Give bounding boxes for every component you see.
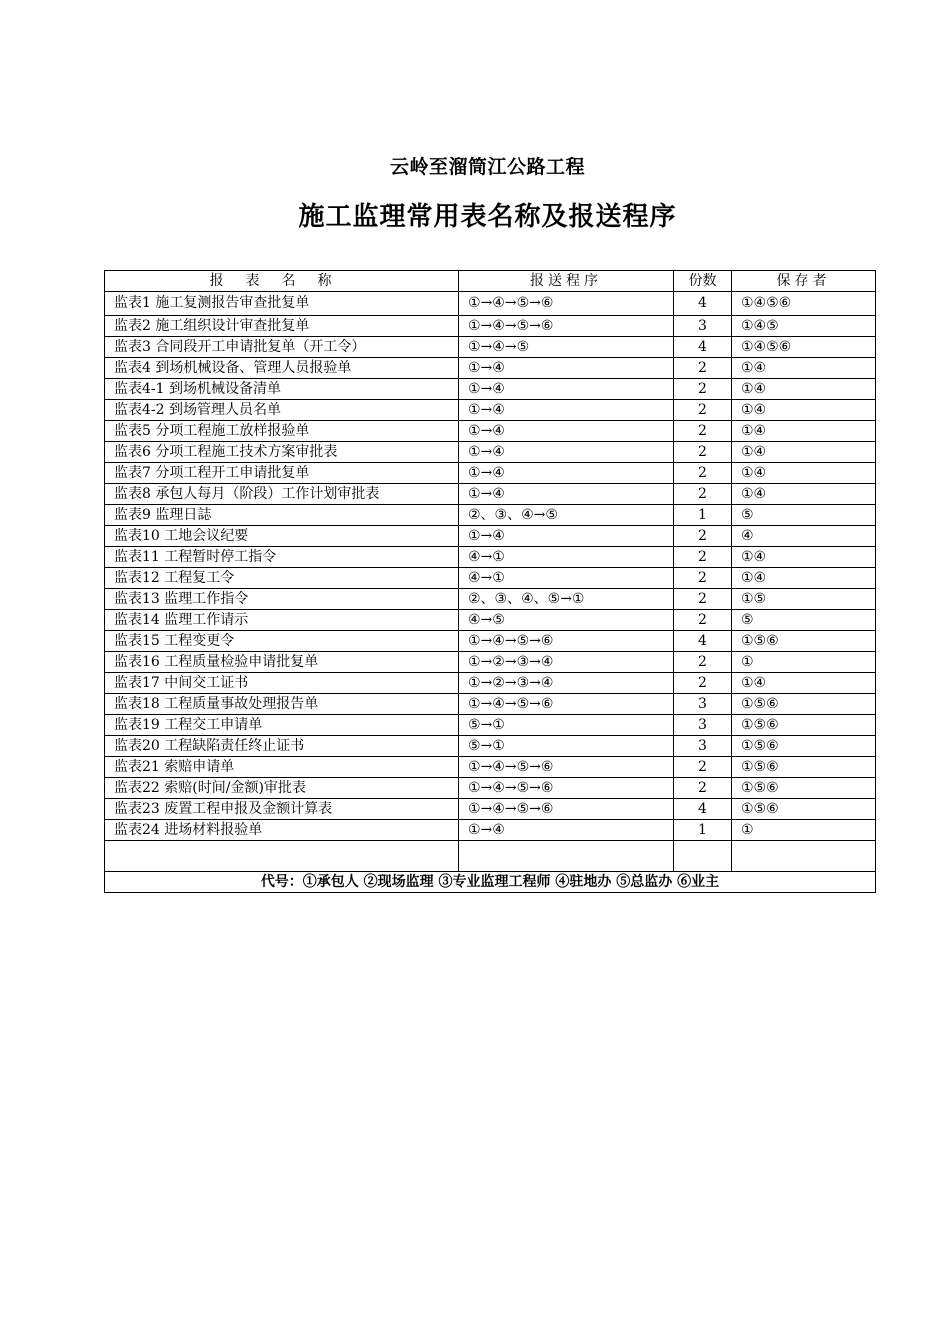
table-row xyxy=(105,379,876,400)
procedure-cell: ②、③、④、⑤→① xyxy=(459,589,674,610)
keeper-cell: ① xyxy=(732,652,876,673)
keeper-cell: ①⑤⑥ xyxy=(732,757,876,778)
table-row xyxy=(105,736,876,757)
forms-table xyxy=(104,270,876,893)
table-row xyxy=(105,694,876,715)
procedure-cell: ②、③、④→⑤ xyxy=(459,505,674,526)
procedure-cell: ①→④→⑤→⑥ xyxy=(459,757,674,778)
form-name-cell: 监表20 工程缺陷责任终止证书 xyxy=(105,736,459,757)
form-name-cell: 监表15 工程变更令 xyxy=(105,631,459,652)
keeper-cell: ①④ xyxy=(732,421,876,442)
keeper-cell: ①④ xyxy=(732,463,876,484)
table-row xyxy=(105,589,876,610)
table-row xyxy=(105,316,876,337)
procedure-cell: ①→④ xyxy=(459,358,674,379)
keeper-cell: ① xyxy=(732,820,876,841)
project-name: 云岭至溜筒江公路工程 xyxy=(389,156,585,178)
copies-cell: 2 xyxy=(674,547,732,568)
table-row xyxy=(105,292,876,316)
copies-cell: 2 xyxy=(674,442,732,463)
keeper-cell: ①⑤⑥ xyxy=(732,715,876,736)
procedure-cell: ④→① xyxy=(459,547,674,568)
copies-cell: 1 xyxy=(674,820,732,841)
procedure-cell: ①→②→③→④ xyxy=(459,673,674,694)
table-row xyxy=(105,778,876,799)
procedure-cell: ①→④ xyxy=(459,484,674,505)
document-title: 施工监理常用表名称及报送程序 xyxy=(298,202,677,232)
copies-cell: 2 xyxy=(674,673,732,694)
form-name-cell: 监表14 监理工作请示 xyxy=(105,610,459,631)
form-name-cell: 监表12 工程复工令 xyxy=(105,568,459,589)
keeper-cell: ①④ xyxy=(732,400,876,421)
table-row xyxy=(105,820,876,841)
copies-cell: 2 xyxy=(674,421,732,442)
copies-cell: 2 xyxy=(674,778,732,799)
form-name-cell: 监表19 工程交工申请单 xyxy=(105,715,459,736)
keeper-cell: ①④ xyxy=(732,568,876,589)
copies-cell: 2 xyxy=(674,379,732,400)
copies-cell: 2 xyxy=(674,463,732,484)
table-row xyxy=(105,547,876,568)
table-row xyxy=(105,715,876,736)
form-name-cell: 监表9 监理日誌 xyxy=(105,505,459,526)
table-row xyxy=(105,505,876,526)
form-name-cell: 监表11 工程暂时停工指令 xyxy=(105,547,459,568)
table-row xyxy=(105,463,876,484)
procedure-cell: ①→④→⑤→⑥ xyxy=(459,316,674,337)
copies-cell: 2 xyxy=(674,610,732,631)
copies-cell: 2 xyxy=(674,358,732,379)
form-name-cell: 监表4-1 到场机械设备清单 xyxy=(105,379,459,400)
procedure-cell: ①→④→⑤→⑥ xyxy=(459,631,674,652)
copies-cell: 1 xyxy=(674,505,732,526)
keeper-cell: ⑤ xyxy=(732,505,876,526)
table-row xyxy=(105,442,876,463)
procedure-cell: ④→⑤ xyxy=(459,610,674,631)
copies-cell: 4 xyxy=(674,799,732,820)
procedure-cell: ⑤→① xyxy=(459,736,674,757)
form-name-cell: 监表10 工地会议纪要 xyxy=(105,526,459,547)
table-row xyxy=(105,652,876,673)
copies-cell: 3 xyxy=(674,736,732,757)
legend-row xyxy=(105,872,876,893)
procedure-cell: ①→④ xyxy=(459,442,674,463)
form-name-cell: 监表17 中间交工证书 xyxy=(105,673,459,694)
table-row xyxy=(105,757,876,778)
table-row xyxy=(105,631,876,652)
header-procedure: 报送程序 xyxy=(459,271,674,292)
form-name-cell: 监表8 承包人每月（阶段）工作计划审批表 xyxy=(105,484,459,505)
form-name-cell: 监表5 分项工程施工放样报验单 xyxy=(105,421,459,442)
copies-cell: 3 xyxy=(674,694,732,715)
form-name-cell: 监表21 索赔申请单 xyxy=(105,757,459,778)
procedure-cell: ①→④→⑤→⑥ xyxy=(459,292,674,316)
form-name-cell: 监表4-2 到场管理人员名单 xyxy=(105,400,459,421)
header-copies: 份数 xyxy=(674,271,732,292)
procedure-cell: ①→④→⑤→⑥ xyxy=(459,778,674,799)
table-row xyxy=(105,484,876,505)
copies-cell: 4 xyxy=(674,631,732,652)
procedure-cell: ①→④ xyxy=(459,820,674,841)
procedure-cell: ⑤→① xyxy=(459,715,674,736)
keeper-cell: ①④ xyxy=(732,358,876,379)
procedure-cell: ①→④ xyxy=(459,400,674,421)
keeper-cell: ①⑤⑥ xyxy=(732,778,876,799)
form-name-cell: 监表18 工程质量事故处理报告单 xyxy=(105,694,459,715)
copies-cell: 2 xyxy=(674,526,732,547)
procedure-cell: ①→②→③→④ xyxy=(459,652,674,673)
procedure-cell: ①→④ xyxy=(459,463,674,484)
procedure-cell: ④→① xyxy=(459,568,674,589)
keeper-cell: ①⑤⑥ xyxy=(732,736,876,757)
header-form-name: 报表名称 xyxy=(105,271,459,292)
copies-cell: 3 xyxy=(674,715,732,736)
form-name-cell: 监表24 进场材料报验单 xyxy=(105,820,459,841)
procedure-cell: ①→④→⑤ xyxy=(459,337,674,358)
blank-cell xyxy=(732,841,876,872)
table-row xyxy=(105,526,876,547)
procedure-cell: ①→④ xyxy=(459,379,674,400)
form-name-cell: 监表22 索赔(时间/金额)审批表 xyxy=(105,778,459,799)
table-row xyxy=(105,421,876,442)
table-row xyxy=(105,673,876,694)
keeper-cell: ①④ xyxy=(732,484,876,505)
keeper-cell: ①④ xyxy=(732,442,876,463)
copies-cell: 2 xyxy=(674,757,732,778)
keeper-cell: ①④ xyxy=(732,379,876,400)
copies-cell: 4 xyxy=(674,337,732,358)
form-name-cell: 监表3 合同段开工申请批复单（开工令） xyxy=(105,337,459,358)
copies-cell: 4 xyxy=(674,292,732,316)
keeper-cell: ①④ xyxy=(732,673,876,694)
form-name-cell: 监表23 废置工程申报及金额计算表 xyxy=(105,799,459,820)
procedure-cell: ①→④ xyxy=(459,526,674,547)
keeper-cell: ①⑤⑥ xyxy=(732,694,876,715)
header-keeper: 保存者 xyxy=(732,271,876,292)
blank-row xyxy=(105,841,876,872)
table-body xyxy=(105,292,876,841)
copies-cell: 2 xyxy=(674,400,732,421)
keeper-cell: ①④ xyxy=(732,547,876,568)
procedure-cell: ①→④→⑤→⑥ xyxy=(459,799,674,820)
procedure-cell: ①→④→⑤→⑥ xyxy=(459,694,674,715)
keeper-cell: ①④⑤⑥ xyxy=(732,337,876,358)
blank-cell xyxy=(674,841,732,872)
table-row xyxy=(105,400,876,421)
form-name-cell: 监表13 监理工作指令 xyxy=(105,589,459,610)
form-name-cell: 监表6 分项工程施工技术方案审批表 xyxy=(105,442,459,463)
table-row xyxy=(105,358,876,379)
blank-cell xyxy=(459,841,674,872)
form-name-cell: 监表2 施工组织设计审查批复单 xyxy=(105,316,459,337)
keeper-cell: ①④⑤⑥ xyxy=(732,292,876,316)
form-name-cell: 监表1 施工复测报告审查批复单 xyxy=(105,292,459,316)
form-name-cell: 监表4 到场机械设备、管理人员报验单 xyxy=(105,358,459,379)
form-name-cell: 监表7 分项工程开工申请批复单 xyxy=(105,463,459,484)
keeper-cell: ①⑤⑥ xyxy=(732,799,876,820)
copies-cell: 3 xyxy=(674,316,732,337)
copies-cell: 2 xyxy=(674,652,732,673)
form-name-cell: 监表16 工程质量检验申请批复单 xyxy=(105,652,459,673)
keeper-cell: ①⑤⑥ xyxy=(732,631,876,652)
table-row xyxy=(105,610,876,631)
copies-cell: 2 xyxy=(674,484,732,505)
table-header-row xyxy=(105,271,876,292)
code-legend: 代号：①承包人 ②现场监理 ③专业监理工程师 ④驻地办 ⑤总监办 ⑥业主 xyxy=(105,872,876,893)
keeper-cell: ⑤ xyxy=(732,610,876,631)
table-row xyxy=(105,337,876,358)
keeper-cell: ①④⑤ xyxy=(732,316,876,337)
table-row xyxy=(105,799,876,820)
table-row xyxy=(105,568,876,589)
blank-cell xyxy=(105,841,459,872)
keeper-cell: ④ xyxy=(732,526,876,547)
copies-cell: 2 xyxy=(674,568,732,589)
keeper-cell: ①⑤ xyxy=(732,589,876,610)
procedure-cell: ①→④ xyxy=(459,421,674,442)
copies-cell: 2 xyxy=(674,589,732,610)
